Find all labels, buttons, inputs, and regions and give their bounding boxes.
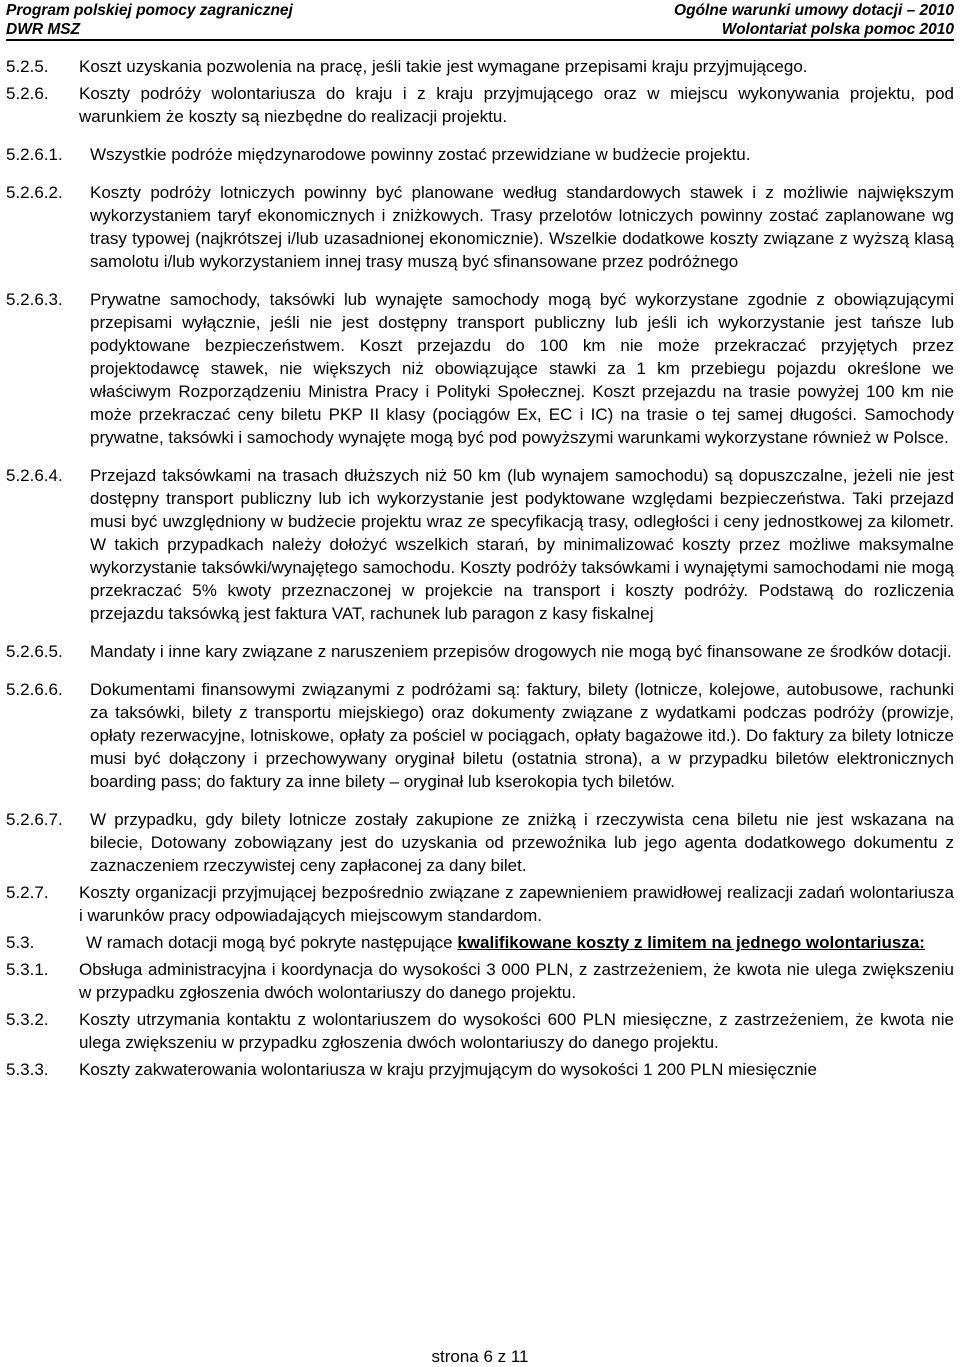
clause-number: 5.2.6.2. (6, 183, 63, 202)
clause-5-2-6 (6, 82, 954, 128)
clause-5-2-5 (6, 55, 954, 78)
clause-text-plain: W ramach dotacji mogą być pokryte następujące (86, 933, 458, 952)
clause-number: 5.2.6.3. (6, 290, 63, 309)
clause-text: Koszty podróży wolontariusza do kraju i z kraju przyjmującego oraz w miejscu wykonywania projektu, pod warunkiem że koszty są niezbędne do realizacji projektu. (79, 84, 954, 126)
clause-text: Wszystkie podróże międzynarodowe powinny zostać przewidziane w budżecie projektu. (90, 145, 751, 164)
clause-5-3-2 (6, 1008, 954, 1054)
program-title: Program polskiej pomocy zagranicznej (6, 2, 293, 19)
clause-number: 5.2.6. (6, 84, 49, 103)
clause-5-2-6-6 (6, 678, 954, 793)
department-name: DWR MSZ (6, 21, 81, 38)
clause-number: 5.3.3. (6, 1060, 49, 1079)
document-body (6, 55, 954, 1085)
qualified-costs-emphasis: kwalifikowane koszty z limitem na jednego wolontariusza: (457, 933, 925, 952)
clause-text: W przypadku, gdy bilety lotnicze zostały zakupione ze zniżką i rzeczywista cena biletu nie jest wskazana na bilecie, Dotowany zobowiązany jest do uzyskania od przewoźnika lub jego agenta dodatkowego dokumentu z zaznaczeniem rzeczywistej ceny zapłaconej za dany bilet. (90, 810, 954, 875)
clause-text (86, 931, 954, 954)
clause-number: 5.3.2. (6, 1010, 49, 1029)
clause-5-2-6-4 (6, 464, 954, 625)
clause-5-2-6-5 (6, 640, 954, 663)
clause-text: Koszty organizacji przyjmującej bezpośrednio związane z zapewnieniem prawidłowej realizacji zadań wolontariusza i warunków pracy odpowiadających miejscowym standardom. (79, 883, 954, 925)
clause-number: 5.2.6.1. (6, 145, 63, 164)
page-number: strona 6 z 11 (431, 1347, 529, 1366)
clause-5-3-3 (6, 1058, 954, 1081)
clause-text: Obsługa administracyjna i koordynacja do wysokości 3 000 PLN, z zastrzeżeniem, że kwota nie ulega zwiększeniu w przypadku zgłoszenia dwóch wolontariuszy do danego projektu. (79, 960, 954, 1002)
clause-text: Mandaty i inne kary związane z naruszeniem przepisów drogowych nie mogą być finansowane ze środków dotacji. (90, 642, 952, 661)
header-left (6, 1, 293, 39)
program-name: Wolontariat polska pomoc 2010 (721, 21, 954, 38)
clause-5-3-1 (6, 958, 954, 1004)
clause-text: Dokumentami finansowymi związanymi z podróżami są: faktury, bilety (lotnicze, kolejowe, autobusowe, rachunki za taksówki, bilety z transportu miejskiego) oraz dokumenty związane z wydatkami podczas podróży (prowizje, opłaty rezerwacyjne, lotniskowe, opłaty za pościel w pociągach, opłaty bagażowe itd.). Do faktury za bilety lotnicze musi być dołączony i przechowywany oryginał biletu (ostatnia strona), a w przypadku biletów elektronicznych boarding pass; do faktury za inne bilety – oryginał lub kserokopia tych biletów. (90, 680, 954, 791)
header-divider (6, 39, 954, 41)
clause-5-3 (6, 931, 954, 954)
page-header (6, 0, 954, 40)
clause-text: Koszt uzyskania pozwolenia na pracę, jeśli takie jest wymagane przepisami kraju przyjmującego. (79, 57, 808, 76)
clause-number: 5.2.6.6. (6, 680, 63, 699)
clause-number: 5.3. (6, 933, 35, 952)
clause-text: Koszty zakwaterowania wolontariusza w kraju przyjmującym do wysokości 1 200 PLN miesięcznie (79, 1060, 817, 1079)
clause-text: Przejazd taksówkami na trasach dłuższych niż 50 km (lub wynajem samochodu) są dopuszczalne, jeżeli nie jest dostępny transport publiczny lub ich wykorzystanie jest podyktowane względami bezpieczeństwa. Taki przejazd musi być uwzględniony w budżecie projektu wraz ze specyfikacją trasy, odległości i ceny jednostkowej za kilometr. W takich przypadkach należy dołożyć wszelkich starań, by minimalizować koszty przez możliwe maksymalne wykorzystanie taksówki/wynajętego samochodu. Koszty podróży taksówkami i wynajętymi samochodami nie mogą przekraczać 5% kwoty przeznaczonej w projekcie na transport i koszty podróży. Podstawą do rozliczenia przejazdu taksówką jest faktura VAT, rachunek lub paragon z kasy fiskalnej (90, 466, 954, 623)
clause-text: Prywatne samochody, taksówki lub wynajęte samochody mogą być wykorzystane zgodnie z obowiązującymi przepisami wyłącznie, jeśli nie jest dostępny transport publiczny lub jeśli ich wykorzystanie jest tańsze lub podyktowane bezpieczeństwem. Koszt przejazdu do 100 km nie może przekraczać przyjętych przez projektodawcę stawek, nie większych niż obowiązujące stawki za 1 km przebiegu pojazdu określone we właściwym Rozporządzeniu Ministra Pracy i Polityki Społecznej. Koszt przejazdu na trasie powyżej 100 km nie może przekraczać ceny biletu PKP II klasy (pociągów Ex, EC i IC) na trasie o tej samej długości. Samochody prywatne, taksówki i samochody wynajęte mogą być pod powyższymi warunkami wykorzystane również w Polsce. (90, 290, 954, 447)
clause-text: Koszty podróży lotniczych powinny być planowane według standardowych stawek i z możliwie największym wykorzystaniem taryf ekonomicznych i zniżkowych. Trasy przelotów lotniczych powinny zostać zaplanowane wg trasy typowej (najkrótszej i/lub uzasadnionej ekonomicznie). Wszelkie dodatkowe koszty związane z wyższą klasą samolotu i/lub wykorzystaniem innej trasy muszą być sfinansowane przez podróżnego (90, 183, 954, 271)
clause-number: 5.2.6.7. (6, 810, 63, 829)
clause-5-2-6-2 (6, 181, 954, 273)
header-right (674, 1, 954, 39)
clause-number: 5.2.7. (6, 883, 49, 902)
document-title: Ogólne warunki umowy dotacji – 2010 (674, 2, 954, 19)
clause-5-2-6-7 (6, 808, 954, 877)
clause-number: 5.2.5. (6, 57, 49, 76)
clause-number: 5.2.6.5. (6, 642, 63, 661)
clause-5-2-6-1 (6, 143, 954, 166)
clause-5-2-6-3 (6, 288, 954, 449)
clause-number: 5.2.6.4. (6, 466, 63, 485)
clause-number: 5.3.1. (6, 960, 49, 979)
clause-text: Koszty utrzymania kontaktu z wolontariuszem do wysokości 600 PLN miesięczne, z zastrzeżeniem, że kwota nie ulega zwiększeniu w przypadku zgłoszenia dwóch wolontariuszy do danego projektu. (79, 1010, 954, 1052)
clause-5-2-7 (6, 881, 954, 927)
